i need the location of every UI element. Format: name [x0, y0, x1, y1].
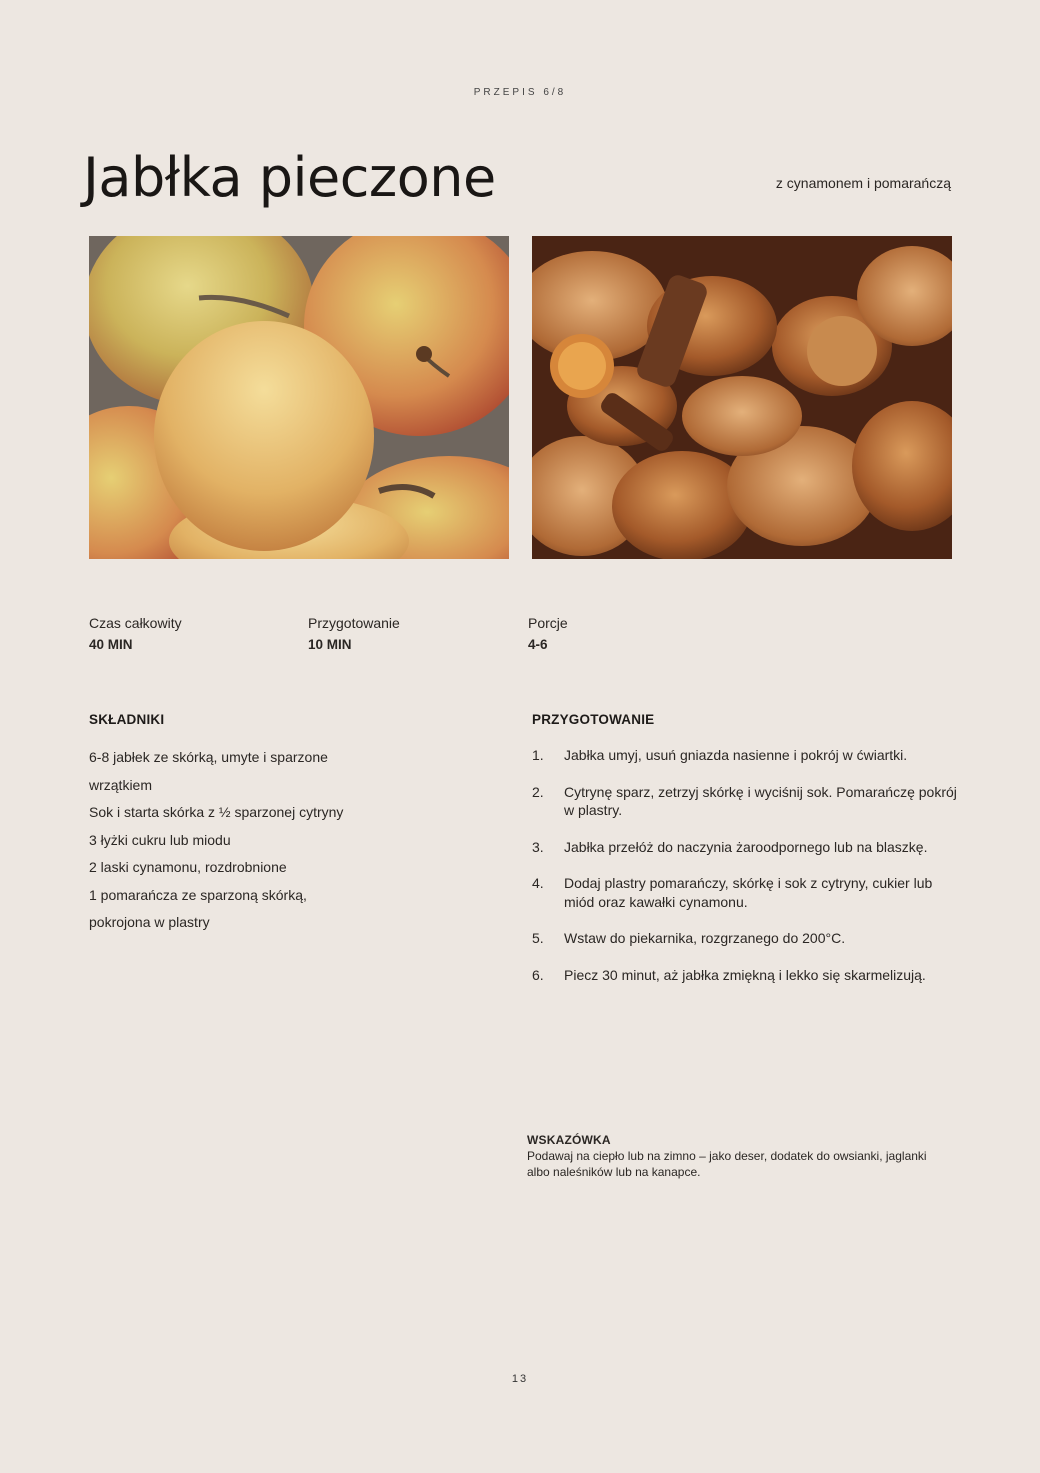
step-text: Cytrynę sparz, zetrzyj skórkę i wyciśnij sok. Pomarańczę pokrój w plastry. [564, 783, 957, 818]
step-item [532, 838, 962, 857]
ingredient-line: 6-8 jabłek ze skórką, umyte i sparzone [89, 749, 328, 765]
preparation-heading: PRZYGOTOWANIE [532, 712, 655, 727]
meta-value: 10 MIN [308, 637, 352, 652]
step-text: Piecz 30 minut, aż jabłka zmiękną i lekko się skarmelizują. [564, 966, 926, 983]
ingredient-line: 2 laski cynamonu, rozdrobnione [89, 859, 287, 875]
step-item [532, 746, 962, 765]
recipe-subtitle: z cynamonem i pomarańczą [775, 175, 951, 191]
step-text: Wstaw do piekarnika, rozgrzanego do 200°C. [564, 930, 846, 946]
meta-servings [528, 614, 568, 654]
step-item [532, 874, 962, 911]
meta-value: 4-6 [528, 637, 548, 652]
meta-value: 40 MIN [89, 637, 133, 652]
ingredient-line: pokrojona w plastry [89, 914, 210, 930]
step-number: 2. [532, 783, 544, 800]
meta-label: Przygotowanie [308, 615, 400, 631]
fresh-apples-photo [89, 236, 509, 559]
step-number: 5. [532, 930, 544, 946]
meta-total-time [89, 614, 182, 654]
step-item [532, 783, 962, 820]
tip-box [527, 1132, 947, 1180]
step-text: Jabłka umyj, usuń gniazda nasienne i pokrój w ćwiartki. [564, 747, 908, 763]
preparation-steps [532, 746, 962, 1002]
meta-prep-time [308, 614, 400, 654]
ingredient-line: wrzątkiem [89, 776, 153, 793]
step-number: 4. [532, 875, 544, 891]
tip-text: Podawaj na ciepło lub na zimno – jako deser, dodatek do owsianki, jaglanki albo naleśników lub na kanapce. [527, 1149, 927, 1179]
recipe-title: Jabłka pieczone [83, 146, 496, 209]
ingredient-line: 3 łyżki cukru lub miodu [89, 831, 231, 848]
ingredients-heading: SKŁADNIKI [89, 712, 165, 727]
page-number: 13 [511, 1373, 529, 1385]
step-item [532, 966, 962, 985]
ingredients-list [89, 744, 399, 937]
step-number: 3. [532, 838, 544, 855]
step-number: 1. [532, 747, 544, 763]
step-item [532, 929, 962, 948]
page-label: PRZEPIS 6/8 [473, 87, 567, 98]
step-number: 6. [532, 966, 544, 983]
baked-apples-photo [532, 236, 952, 559]
step-text: Jabłka przełóż do naczynia żaroodpornego lub na blaszkę. [564, 838, 928, 855]
meta-label: Czas całkowity [89, 615, 182, 631]
meta-label: Porcje [528, 615, 568, 631]
ingredient-line: 1 pomarańcza ze sparzoną skórką, [89, 886, 307, 903]
tip-heading: WSKAZÓWKA [527, 1133, 611, 1147]
step-text: Dodaj plastry pomarańczy, skórkę i sok z cytryny, cukier lub miód oraz kawałki cynamonu. [564, 875, 933, 910]
ingredient-line: Sok i starta skórka z ½ sparzonej cytryny [89, 804, 344, 820]
